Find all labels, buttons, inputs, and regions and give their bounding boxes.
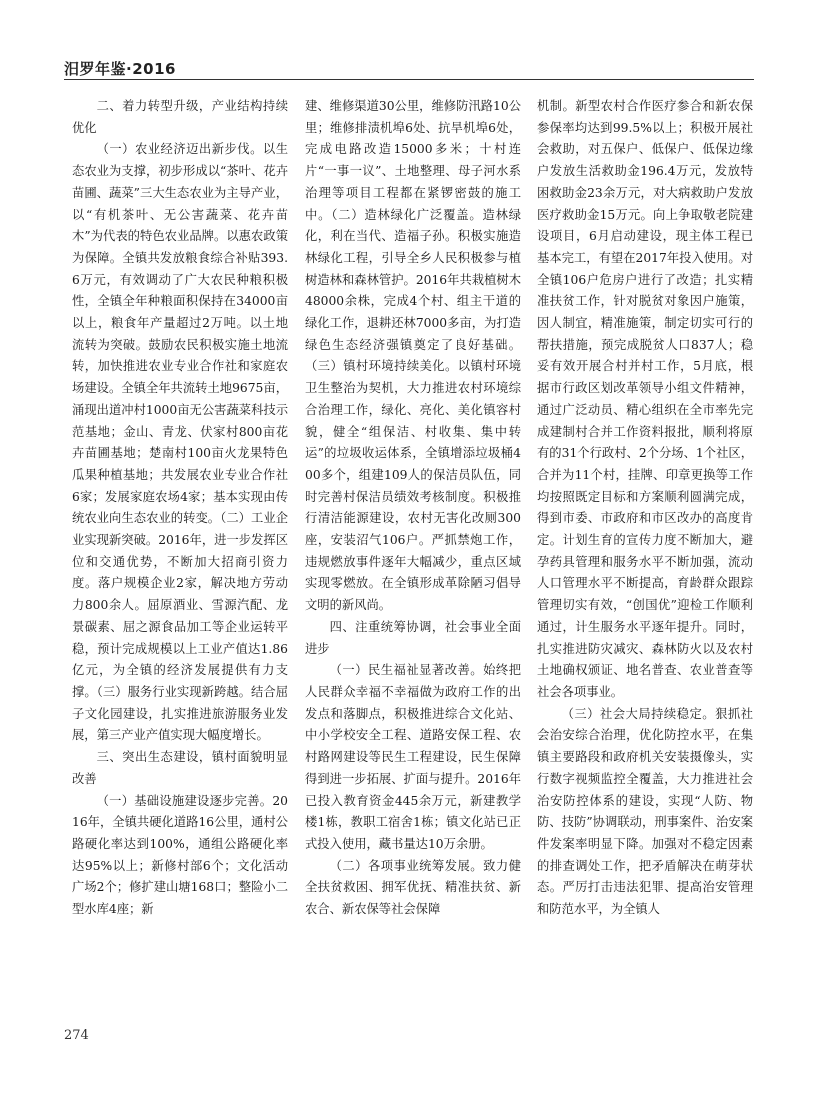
- body-paragraph-continued: 建、维修渠道30公里，维修防汛路10公里；维修排渍机埠6处、抗旱机埠6处，完成电路改造15000多米；十村连片“一事一议”、土地整理、母子河水系治理等项目工程都在紧锣密鼓的施工中。（二）造林绿化广泛覆盖。造林绿化，利在当代、造福子孙。积极实施造林绿化工程，引导全乡人民积极参与植树造林和森林管护。2016年共栽植树木48000余株，完成4个村、组主干道的绿化工作，退耕还林7000多亩，为打造绿色生态经济强镇奠定了良好基础。（三）镇村环境持续美化。以镇村环境卫生整治为契机，大力推进农村环境综合治理工作，绿化、亮化、美化镇容村貌，健全“组保洁、村收集、集中转运”的垃圾收运体系，全镇增添垃圾桶400多个，组建109人的保洁员队伍，同时完善村保洁员绩效考核制度。积极推行清洁能源建设，农村无害化改厕300座，安装沼气106户。严抓禁炮工作，违规燃放事件逐年大幅减少，重点区域实现零燃放。在全镇形成革除陋习倡导文明的新风尚。: [305, 99, 521, 613]
- text-column-2: [305, 96, 521, 921]
- body-paragraph-continued: 机制。新型农村合作医疗参合和新农保参保率均达到99.5%以上；积极开展社会救助，对五保户、低保户、低保边缘户发放生活救助金196.4万元，发放特困救助金23余万元，对大病救助户发放医疗救助金15万元。向上争取敬老院建设项目，6月启动建设，现主体工程已基本完工，有望在2017年投入使用。对全镇106户危房户进行了改造；扎实精准扶贫工作，针对脱贫对象因户施策，因人制宜，精准施策，制定切实可行的帮扶措施，预完成脱贫人口837人；稳妥有效开展合村并村工作，5月底，根据市行政区划改革领导小组文件精神，通过广泛动员、精心组织在全市率先完成建制村合并工作资料报批，顺利将原有的31个行政村、2个分场、1个社区，合并为11个村，挂牌、印章更换等工作均按照既定目标和方案顺利圆满完成，得到市委、市政府和市区改办的高度肯定。计划生育的宣传力度不断加大，避孕药具管理和服务水平不断加强，流动人口管理水平不断提高，育龄群众跟踪管理切实有效，“创国优”迎检工作顺利通过，计生服务水平逐年提升。同时，扎实推进防灾减灾、森林防火以及农村土地确权颁证、地名普查、农业普查等社会各项事业。: [537, 99, 753, 699]
- page-number: 274: [64, 1028, 89, 1043]
- text-column-1: [72, 96, 288, 921]
- running-header: [0, 58, 816, 80]
- text-column-3: [537, 96, 753, 921]
- body-paragraph: （一）民生福祉显著改善。始终把人民群众幸福不幸福做为政府工作的出发点和落脚点，积极推进综合文化站、中小学校安全工程、道路安保工程、农村路网建设等民生工程建设，民生保障得到进一步拓展、扩面与提升。2016年已投入教育资金445余万元，新建教学楼1栋，教职工宿舍1栋；镇文化站已正式投入使用，藏书量达10万余册。: [305, 663, 521, 851]
- section-heading: 四、注重统筹协调，社会事业全面进步: [305, 619, 521, 656]
- body-paragraph: （三）社会大局持续稳定。狠抓社会治安综合治理，优化防控水平，在集镇主要路段和政府机关安装摄像头，实行数字视频监控全覆盖，大力推进社会治安防控体系的建设，实现“人防、物防、技防”协调联动，刑事案件、治安案件发案率明显下降。加强对不稳定因素的排查调处工作，把矛盾解决在萌芽状态。严厉打击违法犯罪、提高治安管理和防范水平，为全镇人: [537, 706, 753, 917]
- body-paragraph: （一）基础设施建设逐步完善。2016年，全镇共硬化道路16公里，通村公路硬化率达到100%，通组公路硬化率达95%以上；新修村部6个；文化活动广场2个；修扩建山塘168口；整险小二型水库4座；新: [72, 793, 288, 917]
- section-heading: 二、着力转型升级，产业结构持续优化: [72, 99, 288, 135]
- header-rule: [64, 79, 754, 80]
- yearbook-title: 汨罗年鉴·2016: [64, 60, 176, 78]
- body-paragraph: （二）各项事业统筹发展。致力健全扶贫救困、拥军优抚、精准扶贫、新农合、新农保等社会保障: [305, 858, 521, 917]
- section-heading: 三、突出生态建设，镇村面貌明显改善: [72, 750, 288, 786]
- body-paragraph: （一）农业经济迈出新步伐。以生态农业为支撑，初步形成以“茶叶、花卉苗圃、蔬菜”三大生态农业为主导产业，以“有机茶叶、无公害蔬菜、花卉苗木”为代表的特色农业品牌。以惠农政策为保障。全镇共发放粮食综合补贴393.6万元，有效调动了广大农民种粮积极性，全镇全年种粮面积保持在34000亩以上，粮食年产量超过2万吨。以土地流转为突破。鼓励农民积极实施土地流转，加快推进农业专业合作社和家庭农场建设。全镇全年共流转土地9675亩，涌现出道冲村1000亩无公害蔬菜科技示范基地；金山、青龙、伏家村800亩花卉苗圃基地；楚南村100亩火龙果特色瓜果种植基地；共发展农业专业合作社6家；发展家庭农场4家；基本实现由传统农业向生态农业的转变。（二）工业企业实现新突破。2016年，进一步发挥区位和交通优势，不断加大招商引资力度。落户规模企业2家，解决地方劳动力800余人。屈原酒业、雪源汽配、龙景碳素、屈之源食品加工等企业运转平稳，预计完成规模以上工业产值达1.86亿元，为全镇的经济发展提供有力支撑。（三）服务行业实现新跨越。结合屈子文化园建设，扎实推进旅游服务业发展，第三产业产值实现大幅度增长。: [72, 142, 288, 743]
